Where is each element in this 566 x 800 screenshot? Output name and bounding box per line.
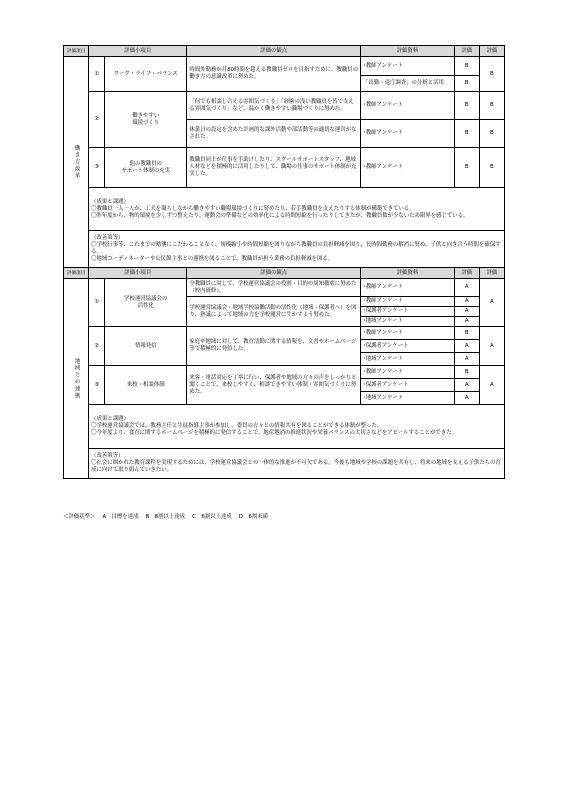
item-eval: B <box>454 148 479 188</box>
item-number: ② <box>89 327 105 366</box>
results-line: 〇昨年度から、物的環境を少しずつ整えたり、運動会の準備などの効率化による時間短縮を行ったりしてきたが、教職員数が少ないため限界を感じている。 <box>91 212 469 219</box>
item-eval: A <box>454 379 479 392</box>
item-view: 休業日の設定を含めた計画的な課外活動や部活動等の適切な運営がなされた。 <box>187 120 361 148</box>
item-name: ワーク・ライフ・バランス <box>105 57 187 92</box>
item-overall: A <box>479 327 504 366</box>
item-overall: B <box>479 57 504 92</box>
item-material: ･地域アンケート <box>361 317 455 327</box>
item-material: ･教師アンケート <box>361 279 455 297</box>
section1-label: 働き方改革 <box>64 57 89 268</box>
header-material: 評価資料 <box>361 46 455 57</box>
item-number: ② <box>89 92 105 148</box>
item-material: ･保護者アンケート <box>361 340 455 353</box>
item-eval: B <box>454 120 479 148</box>
section2-results <box>89 405 505 449</box>
plans-line: 〇学校行事等、これまでの踏襲にこだわることなく、規模縮小や時間短縮を図りながら教職員の負担軽減を図り、長時間勤務の解消に努め、子供と向き合う時間を確保する。 <box>91 242 501 255</box>
table-row <box>64 148 505 188</box>
table-row <box>64 366 505 379</box>
section1-results <box>89 188 505 231</box>
table-row <box>64 327 505 340</box>
results-line: 〇今年度より、食育に関するホームページを積極的に発信することで、地産地消の推進状況や栄養バランスの大切さなどをアピールすることができた。 <box>91 430 457 437</box>
item-eval: A <box>454 297 479 307</box>
item-eval: A <box>454 279 479 297</box>
item-eval: A <box>454 307 479 317</box>
item-name: 学校運営協議会の 活性化 <box>105 279 187 327</box>
item-material: ･教師アンケート <box>361 148 455 188</box>
item-material: ･保護者アンケート <box>361 307 455 317</box>
item-overall: B <box>479 120 504 148</box>
table-row <box>64 92 505 120</box>
results-line: 〇学校運営協議会では、教務主任と生徒指導主事が参加し、委員の方々との情報共有を図ることができる体制が整った。 <box>91 423 383 430</box>
item-eval: A <box>454 340 479 353</box>
header-area: 評価項目 <box>64 46 89 57</box>
item-material: 「出勤・退庁調査」の分析と活用 <box>361 76 455 92</box>
item-material: ･教師アンケート <box>361 92 455 120</box>
item-eval: B <box>454 57 479 76</box>
item-view: 「何でも相談し合える雰囲気づくり」「経験の浅い教職員を皆で支える雰囲気づくり」など、温かく働きやすい職場づくりに努めた。 <box>187 92 361 120</box>
plans-line: 〇地域コーディネーターや公民館主事との連携を図ることで、教職員が担う業務の負担軽減を図る。 <box>91 256 334 262</box>
section1-plans <box>89 231 505 268</box>
item-overall: B <box>479 92 504 120</box>
item-view: 全教職員に対して、学校運営協議会の役割・目的の周知徹底に努めた（校内研修）。 <box>187 279 361 297</box>
results-heading: （成果と課題） <box>91 416 129 423</box>
item-overall: A <box>479 279 504 327</box>
item-number: ① <box>89 279 105 327</box>
item-material: ･教師アンケート <box>361 327 455 340</box>
table-header-row <box>64 268 505 279</box>
item-eval: A <box>454 392 479 405</box>
item-eval: B <box>454 327 479 340</box>
item-number: ③ <box>89 366 105 405</box>
item-eval: B <box>454 92 479 120</box>
item-name: 他の教職員の サポート体制の充実 <box>105 148 187 188</box>
section2-label: 地域との連携 <box>64 279 89 479</box>
section1-table <box>63 45 505 268</box>
item-name: 情報発信 <box>105 327 187 366</box>
item-overall: A <box>479 366 504 405</box>
table-header-row <box>64 46 505 57</box>
header-eval2: 評価 <box>479 268 504 279</box>
item-name: 来校・相談体制 <box>105 366 187 405</box>
plans-row <box>64 449 505 479</box>
header-eval1: 評価 <box>454 268 479 279</box>
plans-row <box>64 231 505 268</box>
header-material: 評価資料 <box>361 268 455 279</box>
item-name: 働きやすい 環境づくり <box>105 92 187 148</box>
header-eval1: 評価 <box>454 46 479 57</box>
results-row <box>64 405 505 449</box>
item-material: ･教師アンケート <box>361 120 455 148</box>
item-material: ･地域アンケート <box>361 392 455 405</box>
item-view: 時間外勤務が月80時間を超える教職員ゼロを目指すために、教職員の働き方の意識改革に努めた。 <box>187 57 361 92</box>
header-eval2: 評価 <box>479 46 504 57</box>
table-row <box>64 279 505 297</box>
section2-plans <box>89 449 505 479</box>
item-eval: B <box>454 76 479 92</box>
table-row <box>64 57 505 76</box>
results-row <box>64 188 505 231</box>
evaluation-sheet <box>63 45 505 479</box>
section2-table <box>63 267 505 479</box>
item-number: ③ <box>89 148 105 188</box>
header-view: 評価の観点 <box>187 46 361 57</box>
item-eval: A <box>454 353 479 366</box>
header-area: 評価項目 <box>64 268 89 279</box>
plans-heading: （改善策等） <box>91 453 124 460</box>
evaluation-criteria: ＜評価基準＞ A 目標を達成 B 8割以上達成 C 6割以上達成 D 6割未満 <box>63 514 268 520</box>
item-overall: B <box>479 148 504 188</box>
item-eval: A <box>454 317 479 327</box>
header-sub: 評価小項目 <box>89 268 187 279</box>
item-material: ･教師アンケート <box>361 366 455 379</box>
results-line: 〇教職員一人一人が、工夫を凝らしながら働きやすい職場環境づくりに努めたり、若手教職員を支えたりする体制が構築できている。 <box>91 205 415 212</box>
item-material: ･教師アンケート <box>361 57 455 76</box>
item-view: 学校運営協議会・地域学校協働活動の活性化（地域・保護者へ）を図り、熟議によって地域の力を学校運営に生かすよう努めた。 <box>187 297 361 327</box>
item-number: ① <box>89 57 105 92</box>
header-view: 評価の観点 <box>187 268 361 279</box>
item-view: 来客・電話対応を丁寧に行い、保護者や地域の方々の声をしっかりと聞くことで、来校しやすく、相談できやすい体制・雰囲気づくりに努めた。 <box>187 366 361 405</box>
header-sub: 評価小項目 <box>89 46 187 57</box>
item-view: 家庭や地域に対して、教育活動に関する情報を、文書やホームページ等で積極的に発信した。 <box>187 327 361 366</box>
plans-heading: （改善策等） <box>91 235 124 241</box>
item-eval: B <box>454 366 479 379</box>
plans-line: 〇社会に開かれた教育課程を実現するためには、学校運営協議会との一体的な推進が不可欠である。今後も地域や学校の課題を共有し、将来の地域を支える子供たちの育成に向けて取り組んでいきたい。 <box>91 460 501 474</box>
item-material: ･保護者アンケート <box>361 379 455 392</box>
results-heading: （成果と課題） <box>91 198 129 205</box>
item-view: 教職員同士が仕事を手助けしたり、スクールサポートスタッフ、地域人材などを積極的に活用したりして、職場の仕事のサポート体制が充実した。 <box>187 148 361 188</box>
item-material: ･教師アンケート <box>361 297 455 307</box>
item-material: ･地域アンケート <box>361 353 455 366</box>
